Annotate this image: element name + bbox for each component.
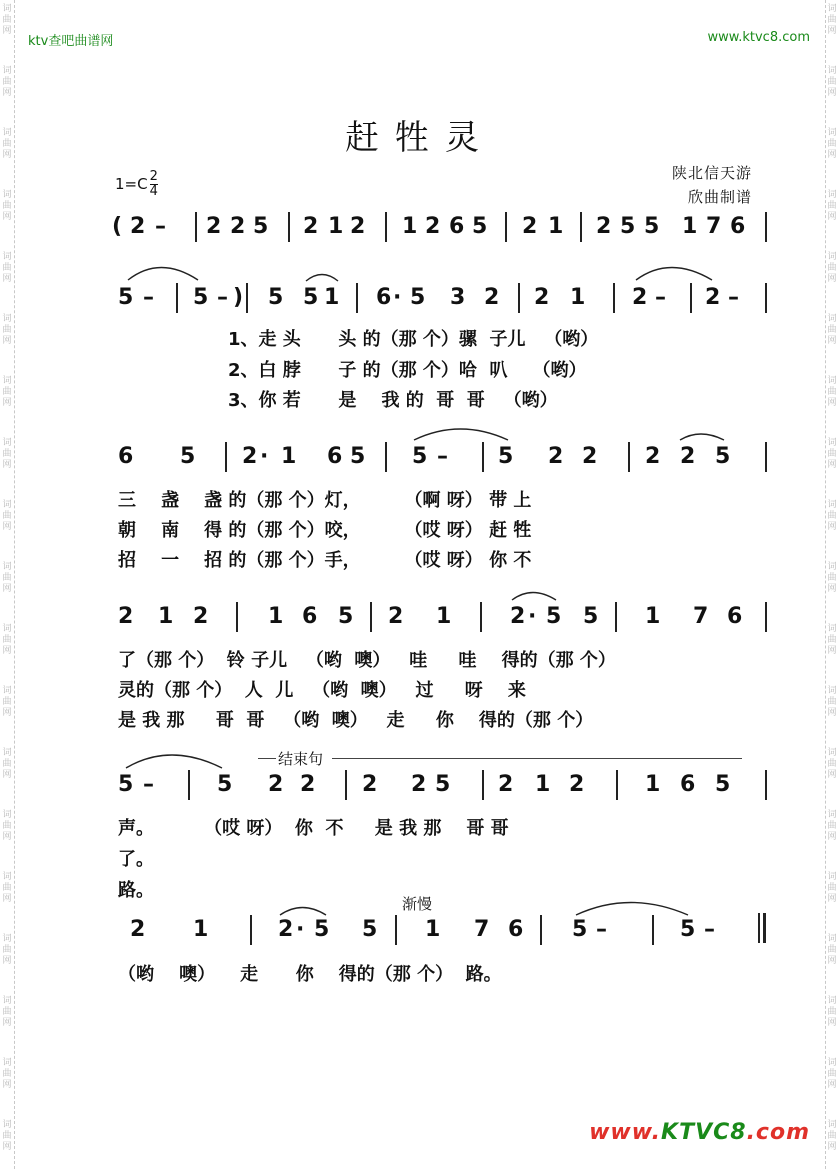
slur-mark: [576, 903, 688, 916]
watermark-glyph: 曲: [2, 697, 12, 707]
lyric-line: 了。: [118, 849, 154, 870]
slur-mark: [128, 268, 198, 281]
watermark-glyph: 词: [2, 996, 12, 1006]
note-6-5: 5: [314, 917, 330, 942]
note-1-6: 5: [253, 214, 269, 239]
note-6-4: ·: [296, 917, 305, 942]
note-1-3: –: [155, 214, 166, 239]
note-1-16: 2: [596, 214, 612, 239]
note-6-6: 5: [362, 917, 378, 942]
slur-mark: [636, 268, 712, 281]
note-3-6: 6: [327, 444, 343, 469]
watermark-glyph: 曲: [2, 573, 12, 583]
note-1-2: 2: [130, 214, 146, 239]
watermark-glyph: 词: [2, 872, 12, 882]
note-5-11: 2: [569, 772, 585, 797]
note-2-8: 1: [324, 285, 340, 310]
watermark-glyph: 词: [2, 66, 12, 76]
watermark-glyph: 网: [2, 150, 12, 160]
watermark-glyph: 网: [827, 646, 837, 656]
note-5-3: 5: [217, 772, 233, 797]
note-6-12: 5: [680, 917, 696, 942]
watermark-glyph: 曲: [827, 387, 837, 397]
note-5-1: 5: [118, 772, 134, 797]
watermark-glyph: 网: [827, 1142, 837, 1152]
note-4-15: 6: [727, 604, 743, 629]
watermark-glyph: 曲: [827, 263, 837, 273]
lyric-line: 了（那 个） 铃 子儿 （哟 噢） 哇 哇 得的（那 个）: [118, 650, 616, 671]
slur-mark: [512, 593, 556, 601]
lyric-line: 朝 南 得 的（那 个）咬， （哎 呀） 赶 牲: [118, 520, 532, 541]
watermark-glyph: 词: [827, 500, 837, 510]
watermark-glyph: 词: [2, 314, 12, 324]
watermark-glyph: 网: [2, 956, 12, 966]
song-title: 赶牲灵: [345, 118, 495, 158]
watermark-glyph: 词: [2, 934, 12, 944]
watermark-glyph: 词: [827, 1058, 837, 1068]
note-1-21: 6: [730, 214, 746, 239]
watermark-glyph: 曲: [2, 635, 12, 645]
watermark-glyph: 网: [2, 398, 12, 408]
song-transcriber: 欣曲制谱: [687, 188, 752, 206]
watermark-glyph: 曲: [827, 139, 837, 149]
note-5-5: 2: [300, 772, 316, 797]
watermark-glyph: 词: [827, 252, 837, 262]
watermark-glyph: 曲: [827, 325, 837, 335]
note-4-5: 6: [302, 604, 318, 629]
watermark-glyph: 网: [2, 274, 12, 284]
watermark-glyph: 曲: [2, 883, 12, 893]
note-6-8: 7: [474, 917, 490, 942]
watermark-glyph: 曲: [2, 449, 12, 459]
watermark-glyph: 曲: [827, 635, 837, 645]
logo-www: www.: [589, 1120, 662, 1145]
note-4-10: ·: [528, 604, 537, 629]
note-6-7: 1: [425, 917, 441, 942]
watermark-glyph: 词: [827, 4, 837, 14]
lyric-line: （哟 噢） 走 你 得的（那 个） 路。: [118, 964, 502, 985]
watermark-glyph: 网: [827, 708, 837, 718]
note-3-12: 2: [582, 444, 598, 469]
note-6-1: 2: [130, 917, 146, 942]
note-2-7: 5: [303, 285, 319, 310]
note-2-4: –: [217, 285, 228, 310]
watermark-glyph: 曲: [827, 821, 837, 831]
watermark-glyph: 词: [2, 748, 12, 758]
watermark-glyph: 词: [827, 624, 837, 634]
watermark-glyph: 词: [827, 872, 837, 882]
note-2-5: ): [233, 285, 244, 310]
watermark-glyph: 网: [827, 584, 837, 594]
watermark-glyph: 曲: [2, 511, 12, 521]
lyric-line: 三 盏 盏 的（那 个）灯， （啊 呀） 带 上: [118, 490, 532, 511]
watermark-glyph: 曲: [2, 15, 12, 25]
watermark-glyph: 网: [2, 708, 12, 718]
note-2-18: 2: [705, 285, 721, 310]
note-3-13: 2: [645, 444, 661, 469]
watermark-glyph: 网: [827, 956, 837, 966]
watermark-glyph: 网: [827, 26, 837, 36]
note-1-17: 5: [620, 214, 636, 239]
watermark-glyph: 曲: [827, 573, 837, 583]
note-3-11: 2: [548, 444, 564, 469]
note-4-13: 1: [645, 604, 661, 629]
note-4-9: 2: [510, 604, 526, 629]
watermark-glyph: 词: [2, 686, 12, 696]
watermark-glyph: 曲: [2, 759, 12, 769]
watermark-glyph: 网: [827, 522, 837, 532]
watermark-glyph: 曲: [2, 821, 12, 831]
note-3-9: –: [437, 444, 448, 469]
note-1-4: 2: [206, 214, 222, 239]
note-4-11: 5: [546, 604, 562, 629]
note-4-12: 5: [583, 604, 599, 629]
note-2-17: –: [655, 285, 666, 310]
slur-mark: [414, 429, 508, 440]
watermark-glyph: 网: [827, 150, 837, 160]
note-4-14: 7: [693, 604, 709, 629]
ending-marker: 结束句: [278, 750, 324, 768]
watermark-glyph: 曲: [2, 77, 12, 87]
note-3-4: ·: [260, 444, 269, 469]
note-2-11: 5: [410, 285, 426, 310]
site-name-left[interactable]: ktv查吧曲谱网: [28, 34, 114, 49]
note-4-3: 2: [193, 604, 209, 629]
note-1-8: 1: [328, 214, 344, 239]
lyric-line: 3、你 若 是 我 的 哥 哥 （哟）: [228, 390, 558, 411]
logo-ktvc8: KTVC8: [661, 1120, 747, 1145]
slur-mark: [680, 434, 724, 440]
note-5-9: 2: [498, 772, 514, 797]
watermark-glyph: 词: [827, 314, 837, 324]
watermark-glyph: 词: [827, 996, 837, 1006]
logo-com: .com: [746, 1120, 810, 1145]
lyric-line: 灵的（那 个） 人 儿 （哟 噢） 过 呀 来: [118, 680, 526, 701]
watermark-glyph: 曲: [2, 325, 12, 335]
note-1-1: (: [112, 214, 123, 239]
note-4-4: 1: [268, 604, 284, 629]
watermark-glyph: 曲: [827, 511, 837, 521]
note-2-13: 2: [484, 285, 500, 310]
lyric-line: 2、白 脖 子 的（那 个）哈 叭 （哟）: [228, 360, 587, 381]
watermark-glyph: 曲: [2, 1007, 12, 1017]
note-2-10: ·: [393, 285, 402, 310]
watermark-glyph: 网: [2, 88, 12, 98]
watermark-glyph: 词: [827, 438, 837, 448]
note-5-7: 2: [411, 772, 427, 797]
note-3-10: 5: [498, 444, 514, 469]
watermark-glyph: 词: [2, 810, 12, 820]
watermark-glyph: 词: [2, 500, 12, 510]
watermark-glyph: 曲: [827, 77, 837, 87]
watermark-glyph: 词: [827, 128, 837, 138]
note-2-14: 2: [534, 285, 550, 310]
watermark-glyph: 词: [827, 810, 837, 820]
note-5-12: 1: [645, 772, 661, 797]
note-1-7: 2: [303, 214, 319, 239]
slur-mark: [280, 908, 326, 916]
note-3-14: 2: [680, 444, 696, 469]
watermark-glyph: 词: [2, 190, 12, 200]
note-3-3: 2: [242, 444, 258, 469]
note-1-5: 2: [230, 214, 246, 239]
note-4-7: 2: [388, 604, 404, 629]
watermark-glyph: 网: [2, 336, 12, 346]
site-url-right[interactable]: www.ktvc8.com: [707, 30, 810, 45]
note-4-6: 5: [338, 604, 354, 629]
note-6-3: 2: [278, 917, 294, 942]
note-5-13: 6: [680, 772, 696, 797]
watermark-glyph: 词: [827, 562, 837, 572]
slur-mark: [306, 275, 338, 282]
watermark-glyph: 网: [827, 1018, 837, 1028]
watermark-glyph: 词: [827, 1120, 837, 1130]
watermark-glyph: 网: [827, 1080, 837, 1090]
note-2-2: –: [143, 285, 154, 310]
time-bottom: 4: [149, 184, 158, 199]
watermark-glyph: 曲: [827, 883, 837, 893]
watermark-glyph: 网: [2, 1080, 12, 1090]
note-1-19: 1: [682, 214, 698, 239]
note-2-15: 1: [570, 285, 586, 310]
watermark-glyph: 曲: [2, 387, 12, 397]
watermark-glyph: 网: [2, 1142, 12, 1152]
watermark-glyph: 词: [2, 1120, 12, 1130]
watermark-glyph: 网: [827, 398, 837, 408]
watermark-glyph: 网: [827, 832, 837, 842]
note-4-2: 1: [158, 604, 174, 629]
watermark-glyph: 词: [2, 438, 12, 448]
watermark-glyph: 曲: [2, 263, 12, 273]
watermark-glyph: 网: [827, 212, 837, 222]
watermark-glyph: 曲: [2, 945, 12, 955]
watermark-glyph: 曲: [827, 1007, 837, 1017]
lyric-line: 声。 （哎 呀） 你 不 是 我 那 哥 哥: [118, 818, 509, 839]
watermark-glyph: 曲: [827, 1069, 837, 1079]
watermark-glyph: 网: [827, 460, 837, 470]
watermark-glyph: 网: [2, 832, 12, 842]
watermark-glyph: 网: [2, 522, 12, 532]
note-2-3: 5: [193, 285, 209, 310]
watermark-glyph: 曲: [2, 1131, 12, 1141]
watermark-glyph: 词: [2, 376, 12, 386]
note-5-6: 2: [362, 772, 378, 797]
note-4-1: 2: [118, 604, 134, 629]
note-3-15: 5: [715, 444, 731, 469]
note-1-13: 5: [472, 214, 488, 239]
lyric-line: 路。: [118, 880, 154, 901]
watermark-glyph: 曲: [2, 1069, 12, 1079]
watermark-glyph: 曲: [2, 201, 12, 211]
song-origin: 陕北信天游: [671, 164, 752, 182]
note-1-14: 2: [522, 214, 538, 239]
note-5-2: –: [143, 772, 154, 797]
note-2-9: 6: [376, 285, 392, 310]
note-2-1: 5: [118, 285, 134, 310]
note-6-13: –: [704, 917, 715, 942]
watermark-glyph: 网: [2, 212, 12, 222]
note-4-8: 1: [436, 604, 452, 629]
note-6-10: 5: [572, 917, 588, 942]
watermark-glyph: 曲: [827, 697, 837, 707]
lyric-line: 是 我 那 哥 哥 （哟 噢） 走 你 得的（那 个）: [118, 710, 594, 731]
watermark-glyph: 曲: [827, 945, 837, 955]
watermark-glyph: 网: [2, 26, 12, 36]
watermark-glyph: 网: [2, 894, 12, 904]
watermark-glyph: 网: [827, 894, 837, 904]
watermark-glyph: 网: [827, 88, 837, 98]
note-6-9: 6: [508, 917, 524, 942]
note-1-15: 1: [548, 214, 564, 239]
watermark-glyph: 词: [2, 624, 12, 634]
watermark-glyph: 词: [2, 252, 12, 262]
watermark-glyph: 网: [2, 460, 12, 470]
note-2-6: 5: [268, 285, 284, 310]
watermark-glyph: 词: [827, 376, 837, 386]
watermark-glyph: 词: [827, 934, 837, 944]
watermark-glyph: 曲: [827, 1131, 837, 1141]
watermark-glyph: 网: [2, 646, 12, 656]
note-2-12: 3: [450, 285, 466, 310]
watermark-glyph: 曲: [827, 759, 837, 769]
note-1-20: 7: [706, 214, 722, 239]
watermark-glyph: 词: [2, 1058, 12, 1068]
lyric-line: 1、走 头 头 的（那 个）骡 子儿 （哟）: [228, 329, 599, 350]
note-3-2: 5: [180, 444, 196, 469]
note-2-19: –: [728, 285, 739, 310]
watermark-glyph: 网: [827, 336, 837, 346]
slur-mark: [126, 755, 222, 768]
time-top: 2: [149, 169, 158, 184]
watermark-glyph: 曲: [2, 139, 12, 149]
watermark-glyph: 网: [2, 584, 12, 594]
note-5-14: 5: [715, 772, 731, 797]
note-1-10: 1: [402, 214, 418, 239]
watermark-glyph: 曲: [827, 201, 837, 211]
watermark-glyph: 网: [827, 274, 837, 284]
note-6-2: 1: [193, 917, 209, 942]
note-3-8: 5: [412, 444, 428, 469]
note-5-4: 2: [268, 772, 284, 797]
slowing-marker: 渐慢: [402, 895, 433, 913]
note-1-9: 2: [350, 214, 366, 239]
lyric-line: 招 一 招 的（那 个）手， （哎 呀） 你 不: [118, 550, 532, 571]
note-5-10: 1: [535, 772, 551, 797]
note-3-5: 1: [281, 444, 297, 469]
watermark-glyph: 词: [2, 4, 12, 14]
watermark-glyph: 词: [827, 66, 837, 76]
watermark-glyph: 网: [827, 770, 837, 780]
watermark-glyph: 词: [827, 190, 837, 200]
footer-logo[interactable]: [589, 1120, 810, 1145]
note-2-16: 2: [632, 285, 648, 310]
note-3-1: 6: [118, 444, 134, 469]
note-3-7: 5: [350, 444, 366, 469]
watermark-glyph: 词: [827, 748, 837, 758]
note-5-8: 5: [435, 772, 451, 797]
note-6-11: –: [596, 917, 607, 942]
watermark-glyph: 曲: [827, 449, 837, 459]
note-1-11: 2: [425, 214, 441, 239]
watermark-glyph: 网: [2, 1018, 12, 1028]
watermark-glyph: 网: [2, 770, 12, 780]
watermark-glyph: 词: [2, 562, 12, 572]
note-1-18: 5: [644, 214, 660, 239]
watermark-glyph: 词: [827, 686, 837, 696]
key-label: 1=C: [115, 175, 148, 193]
watermark-glyph: 词: [2, 128, 12, 138]
note-1-12: 6: [449, 214, 465, 239]
watermark-glyph: 曲: [827, 15, 837, 25]
